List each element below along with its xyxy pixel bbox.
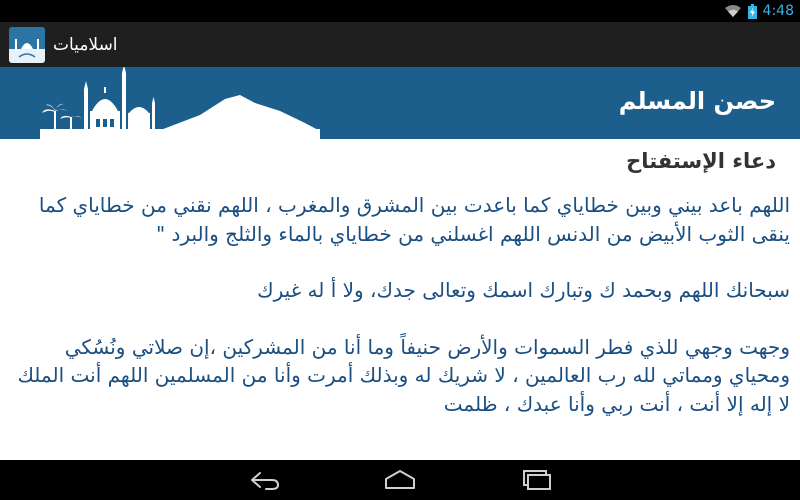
content-area[interactable] [0, 139, 800, 460]
back-icon[interactable] [248, 468, 282, 492]
dua-text-block [10, 191, 790, 446]
status-time: 4:48 [762, 3, 794, 19]
home-icon[interactable] [383, 468, 417, 492]
battery-icon [748, 4, 757, 19]
status-bar [0, 0, 800, 22]
app-title: اسلاميات [53, 34, 118, 55]
app-icon[interactable] [9, 27, 45, 63]
action-bar [0, 22, 800, 67]
banner-title: حصن المسلم [618, 87, 776, 115]
recents-icon[interactable] [518, 468, 552, 492]
status-icons [724, 0, 794, 22]
section-heading: دعاء الإستفتاح [626, 149, 776, 173]
navigation-bar [0, 460, 800, 500]
mosque-skyline-icon [40, 67, 320, 139]
dua-paragraph: سبحانك اللهم وبحمد ك وتبارك اسمك وتعالى جدك، ولا أ له غيرك [257, 278, 790, 302]
banner [0, 67, 800, 139]
wifi-icon [724, 4, 742, 18]
dua-paragraph: وجهت وجهي للذي فطر السموات والأرض حنيفاً وما أنا من المشركين ،إن صلاتي ونُسُكي ومحياي ومماتي لله رب العالمين ، لا شريك له وبذلك أمرت وأنا من المسلمين اللهم أنت الملك لا إله إلا أنت ، أنت ربي وأنا عبدك ، ظلمت [17, 334, 790, 416]
dua-paragraph: اللهم باعد بيني وبين خطاياي كما باعدت بين المشرق والمغرب ، اللهم نقني من خطاياي كما ينقى الثوب الأبيض من الدنس اللهم اغسلني من خطاياي بالماء والثلج والبرد " [38, 193, 790, 246]
